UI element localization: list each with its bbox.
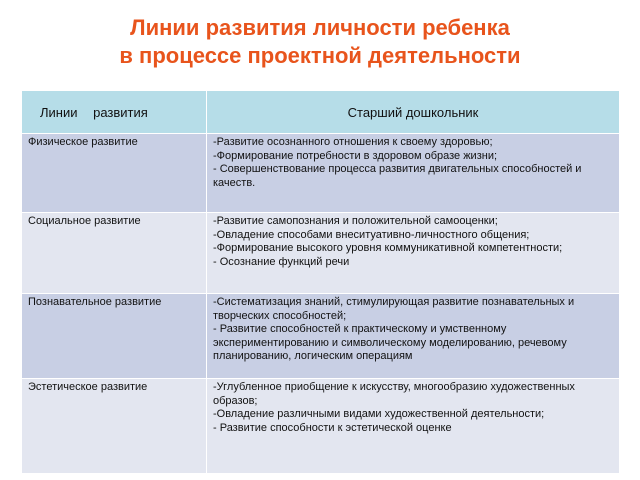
- row-category: Социальное развитие: [22, 213, 207, 294]
- table-row: [22, 134, 620, 213]
- description-item: -Овладение способами внеситуативно-личностного общения;: [213, 228, 530, 241]
- development-lines-table: [21, 90, 620, 474]
- description-item: -Углубленное приобщение к искусству, многообразию художественных образов;: [213, 381, 575, 407]
- title-line-2: в процессе проектной деятельности: [119, 43, 521, 68]
- description-item: -Формирование потребности в здоровом образе жизни;: [213, 149, 498, 162]
- description-item: -Формирование высокого уровня коммуникативной компетентности;: [213, 242, 563, 254]
- slide-title: [0, 14, 640, 70]
- row-description: [207, 379, 620, 474]
- description-item: - Развитие способностей к практическому и умственному экспериментированию и символическому моделированию, речевому планированию, логическим операциям: [213, 323, 567, 362]
- row-description: [207, 294, 620, 379]
- description-item: -Развитие самопознания и положительной самооценки;: [213, 215, 498, 227]
- description-item: -Овладение различными видами художественной деятельности;: [213, 408, 545, 420]
- row-category: Физическое развитие: [22, 134, 207, 213]
- description-item: - Развитие способности к эстетической оценке: [213, 421, 452, 434]
- row-description: [207, 213, 620, 294]
- row-category: Познавательное развитие: [22, 294, 207, 379]
- row-category: Эстетическое развитие: [22, 379, 207, 474]
- description-item: - Осознание функций речи: [213, 255, 350, 268]
- row-description: [207, 134, 620, 213]
- table-row: [22, 213, 620, 294]
- table-row: [22, 379, 620, 474]
- table-row: [22, 294, 620, 379]
- description-item: -Систематизация знаний, стимулирующая развитие познавательных и творческих способностей;: [213, 296, 575, 322]
- title-line-1: Линии развития личности ребенка: [130, 15, 510, 40]
- description-item: -Развитие осознанного отношения к своему здоровью;: [213, 136, 493, 148]
- header-senior-preschooler: Старший дошкольник: [207, 91, 620, 134]
- table-header-row: [22, 91, 620, 134]
- header-development-lines: Линии развития: [22, 91, 207, 134]
- description-item: - Совершенствование процесса развития двигательных способностей и качеств.: [213, 163, 582, 189]
